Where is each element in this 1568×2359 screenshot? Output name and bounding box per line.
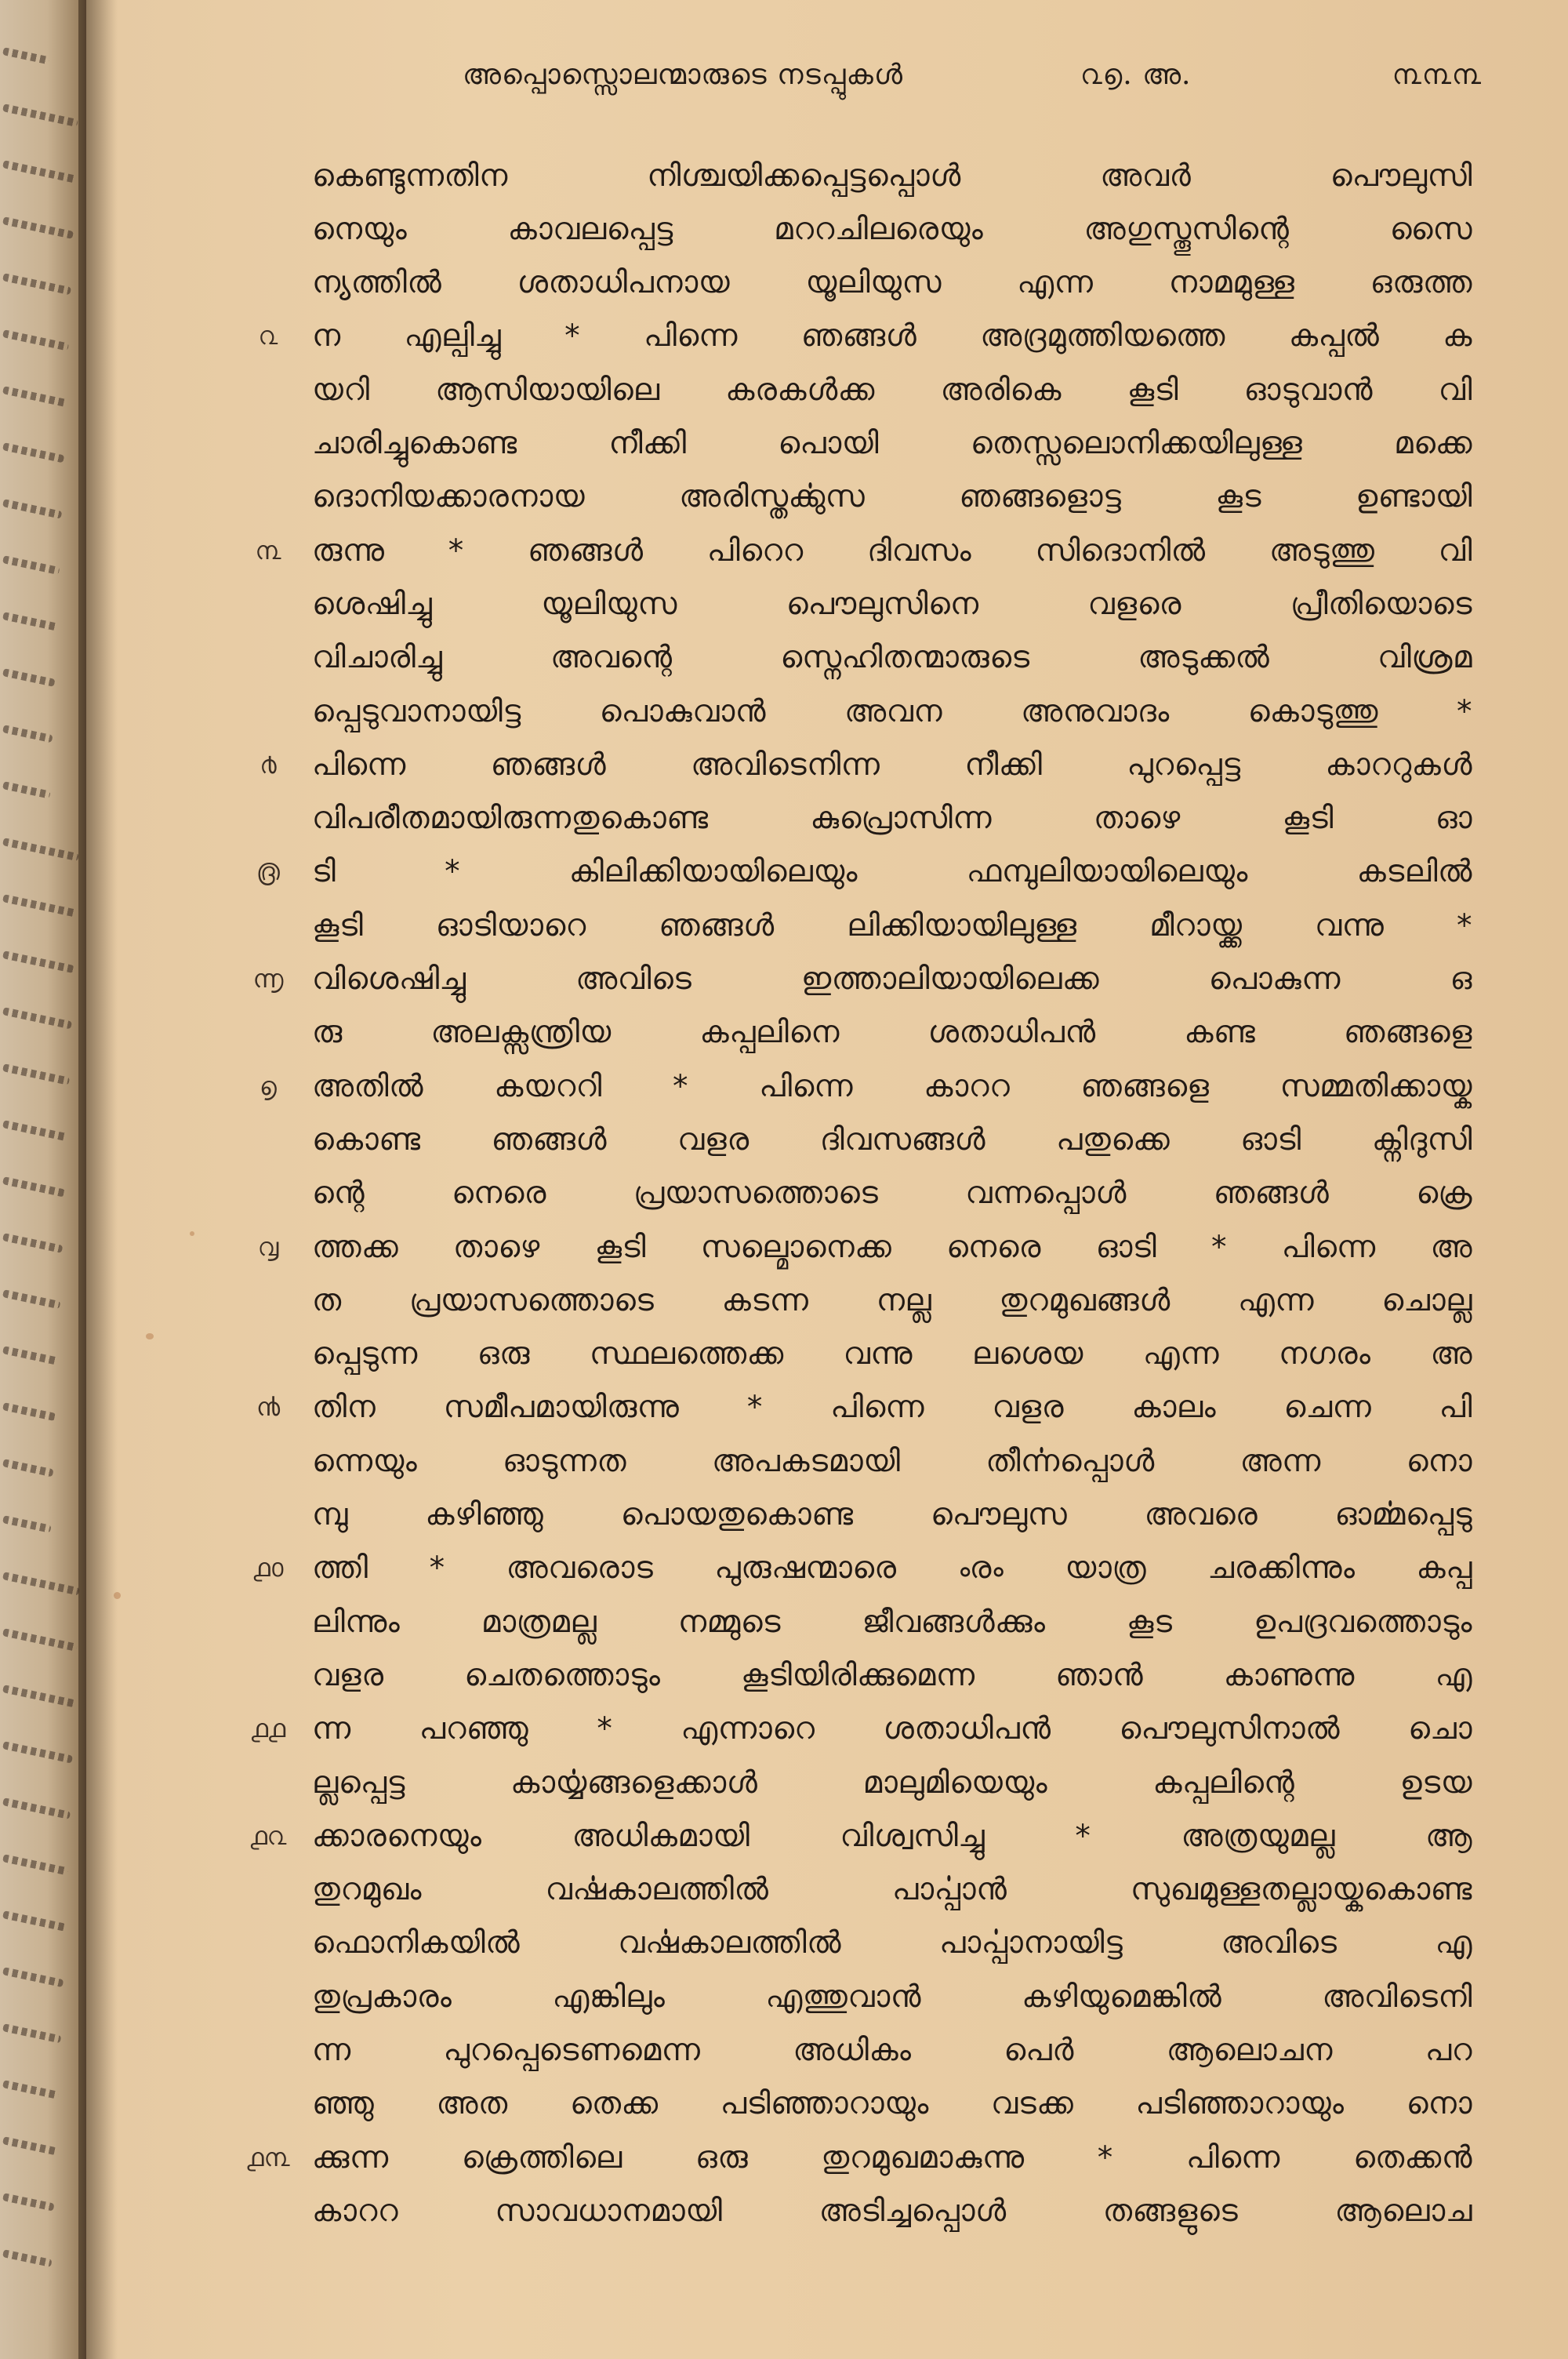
text-line (0, 1917, 1568, 1970)
verse-number: ൧൦ (252, 1553, 284, 1583)
running-header (463, 59, 1482, 92)
verse-number: ൮ (257, 1231, 279, 1262)
text-line (0, 417, 1568, 471)
running-title: അപ്പൊസ്സൊലന്മാരുടെ നടപ്പുകൾ (463, 59, 903, 91)
line-text: പ്പെടുവാനായിട്ട പൊകുവാൻ അവന അനുവാദം കൊടുത്തു * (312, 693, 1472, 729)
text-line (0, 1220, 1568, 1274)
line-text: കാററ സാവധാനമായി അടിച്ചപ്പൊൾ തങ്ങളുടെ ആലൊച (312, 2193, 1472, 2229)
line-text: പ്പെടുന്ന ഒരു സ്ഥലത്തെക്ക വന്നു ലശെയ എന്ന നഗരം അ (312, 1336, 1472, 1372)
line-text: ത്തി * അവരൊട പുരുഷന്മാരെ ൟ യാത്ര ചരക്കിന്നും കപ്പ (312, 1550, 1472, 1587)
line-text: ഫൊനികയിൽ വൎഷകാലത്തിൽ പാൎപ്പാനായിട്ട അവിടെ എ (312, 1925, 1472, 1961)
text-line (0, 1113, 1568, 1166)
text-line (0, 899, 1568, 952)
verse-number: ൫ (256, 856, 280, 887)
verse-number: ൧൩ (246, 2142, 290, 2172)
text-line (0, 577, 1568, 631)
line-text: യറി ആസിയായിലെ കരകൾക്ക അരികെ കൂടി ഓടുവാൻ വി (312, 372, 1472, 408)
line-text: ലിന്നും മാത്രമല്ല നമ്മുടെ ജീവങ്ങൾക്കും കൂട ഉപദ്രവത്തൊടും (312, 1604, 1472, 1640)
line-text: ത പ്രയാസത്തൊടെ കടന്ന നല്ല തുറമുഖങ്ങൾ എന്ന ചൊല്ല (312, 1282, 1472, 1318)
text-line (0, 792, 1568, 845)
text-line (0, 1488, 1568, 1542)
text-line (0, 1863, 1568, 1917)
line-text: വിശെഷിച്ചു അവിടെ ഇത്താലിയായിലെക്ക പൊകുന്ന ഒ (312, 961, 1472, 997)
text-line (0, 1434, 1568, 1488)
text-line (0, 1970, 1568, 2023)
text-line (0, 2131, 1568, 2184)
text-line (0, 1756, 1568, 1809)
text-line (0, 1809, 1568, 1863)
line-text: ന്ന പറഞ്ഞു * എന്നാറെ ശതാധിപൻ പൌലുസിനാൽ ചൊ (312, 1711, 1472, 1747)
text-line (0, 149, 1568, 202)
text-line (0, 310, 1568, 363)
text-line (0, 2077, 1568, 2131)
line-text: വളര ചെതത്തൊടും കൂടിയിരിക്കുമെന്ന ഞാൻ കാണുന്നു എ (312, 1657, 1472, 1693)
text-line (0, 256, 1568, 310)
line-text: രു അലക്സന്ത്രിയ കപ്പലിനെ ശതാധിപൻ കണ്ട ഞങ്ങളെ (312, 1015, 1472, 1051)
text-line (0, 1648, 1568, 1702)
line-text: കെണ്ടുന്നതിന നിശ്ചയിക്കപ്പെട്ടപ്പൊൾ അവർ പൌലുസി (312, 158, 1472, 194)
text-line (0, 1595, 1568, 1648)
line-text: നെയും കാവലപ്പെട്ട മററചിലരെയും അഗുസ്തൂസിന്റെ സൈ (312, 211, 1472, 247)
line-text: കൊണ്ട ഞങ്ങൾ വളര ദിവസങ്ങൾ പതുക്കെ ഓടി ക്നിദുസി (312, 1121, 1472, 1158)
line-text: പിന്നെ ഞങ്ങൾ അവിടെനിന്ന നീക്കി പുറപ്പെട്ട കാററുകൾ (312, 747, 1472, 783)
verse-number: ൬ (252, 964, 284, 994)
line-text: മ്പു കഴിഞ്ഞു പൊയതുകൊണ്ട പൌലുസ അവരെ ഓൎമ്മപ്പെടു (312, 1497, 1472, 1532)
verse-number: ൧൨ (249, 1820, 287, 1851)
text-line (0, 524, 1568, 577)
line-text: തുപ്രകാരം എങ്കിലും എത്തുവാൻ കഴിയുമെങ്കിൽ അവിടെനി (312, 1979, 1472, 2015)
line-text: ല്ലപ്പെട്ട കാൎയ്യങ്ങളെക്കാൾ മാലുമിയെയും കപ്പലിന്റെ ഉടയ (312, 1765, 1472, 1801)
verse-number: ൪ (260, 749, 277, 780)
line-text: ചാരിച്ചുകൊണ്ട നീക്കി പൊയി തെസ്സലൊനിക്കയിലുള്ള മക്കെ (312, 426, 1472, 461)
verse-number: ൭ (260, 1070, 277, 1101)
line-text: ക്കുന്ന ക്രെത്തിലെ ഒരു തുറമുഖമാകുന്നു * പിന്നെ തെക്കൻ (312, 2139, 1472, 2175)
text-line (0, 1274, 1568, 1327)
page-number: ൩൩൩ (1392, 59, 1482, 91)
text-line (0, 738, 1568, 791)
line-text: ക്കാരനെയും അധികമായി വിശ്വസിച്ചു * അത്രയുമല്ല ആ (312, 1818, 1472, 1854)
paper-stain (114, 1592, 121, 1599)
line-text: വിചാരിച്ചു അവന്റെ സ്നെഹിതന്മാരുടെ അടുക്കൽ വിശ്രമ (312, 640, 1472, 676)
text-line (0, 1381, 1568, 1434)
line-text: ന്ന പുറപ്പെടെണമെന്ന അധികം പെർ ആലൊചന പറ (312, 2033, 1472, 2068)
text-line (0, 1167, 1568, 1220)
line-text: ത്തക്ക താഴെ കൂടി സല്മൊനെക്ക നെരെ ഓടി * പിന്നെ അ (312, 1229, 1472, 1265)
line-text: തിന സമീപമായിരുന്നു * പിന്നെ വളര കാലം ചെന്ന പി (312, 1390, 1472, 1426)
verse-number: ൯ (256, 1392, 281, 1423)
line-text: ടി * കിലിക്കിയായിലെയും ഫമ്പുലിയായിലെയും കടലിൽ (312, 854, 1472, 890)
text-line (0, 845, 1568, 899)
line-text: രുന്നു * ഞങ്ങൾ പിറെറ ദിവസം സിദൊനിൽ അടുത്തു വി (312, 533, 1472, 569)
line-text: ന്റെ നെരെ പ്രയാസത്തൊടെ വന്നപ്പൊൾ ഞങ്ങൾ ക്രെ (312, 1176, 1472, 1212)
line-text: ന്യത്തിൽ ശതാധിപനായ യൂലിയുസ എന്ന നാമമുള്ള ഒരുത്ത (312, 265, 1472, 301)
line-text: ശെഷിച്ചു യൂലിയുസ പൌലുസിനെ വളരെ പ്രീതിയൊടെ (312, 586, 1472, 622)
text-line (0, 631, 1568, 685)
text-line (0, 2184, 1568, 2237)
line-text: ദൊനിയക്കാരനായ അരിസ്തൎക്കുസ ഞങ്ങളൊട്ട കൂട ഉണ്ടായി (312, 479, 1472, 515)
facing-page-text-fragment (2, 104, 78, 127)
line-text: വിപരീതമായിരുന്നതുകൊണ്ട കുപ്രൊസിന്ന താഴെ കൂടി ഓ (312, 801, 1472, 837)
verse-number: ൩ (255, 535, 281, 565)
text-line (0, 363, 1568, 416)
line-text: ഞ്ഞു അത തെക്ക പടിഞ്ഞാറായും വടക്ക പടിഞ്ഞാറായും നൊ (312, 2086, 1472, 2122)
verse-number: ൨ (258, 321, 278, 351)
line-text: തുറമുഖം വൎഷകാലത്തിൽ പാൎപ്പാൻ സുഖമുള്ളതല്ലായ്കകൊണ്ട (312, 1872, 1472, 1908)
line-text: ന എല്പിച്ചു * പിന്നെ ഞങ്ങൾ അദ്രമുത്തിയത്തെ കപ്പൽ ക (312, 318, 1472, 354)
text-line (0, 1703, 1568, 1756)
verse-number: ൧൧ (250, 1714, 286, 1744)
paper-stain (146, 1333, 154, 1339)
text-line (0, 953, 1568, 1006)
text-line (0, 202, 1568, 256)
text-line (0, 1542, 1568, 1595)
text-line (0, 1060, 1568, 1113)
text-line (0, 1328, 1568, 1381)
text-line (0, 471, 1568, 524)
text-line (0, 2024, 1568, 2077)
chapter-reference: ൨൭. അ. (1080, 59, 1192, 91)
text-line (0, 1006, 1568, 1060)
text-line (0, 685, 1568, 738)
line-text: കൂടി ഓടിയാറെ ഞങ്ങൾ ലിക്കിയായിലുള്ള മീറായ്ക്ക വന്നു * (312, 907, 1472, 943)
facing-page-text-fragment (2, 47, 50, 64)
line-text: അതിൽ കയററി * പിന്നെ കാററ ഞങ്ങളെ സമ്മതിക്കായ്ക (312, 1068, 1472, 1104)
line-text: ന്നെയും ഓടുന്നത അപകടമായി തീൎന്നപ്പൊൾ അന്ന നൊ (312, 1443, 1472, 1479)
paper-stain (190, 1231, 194, 1236)
facing-page-text-fragment (2, 2249, 53, 2267)
